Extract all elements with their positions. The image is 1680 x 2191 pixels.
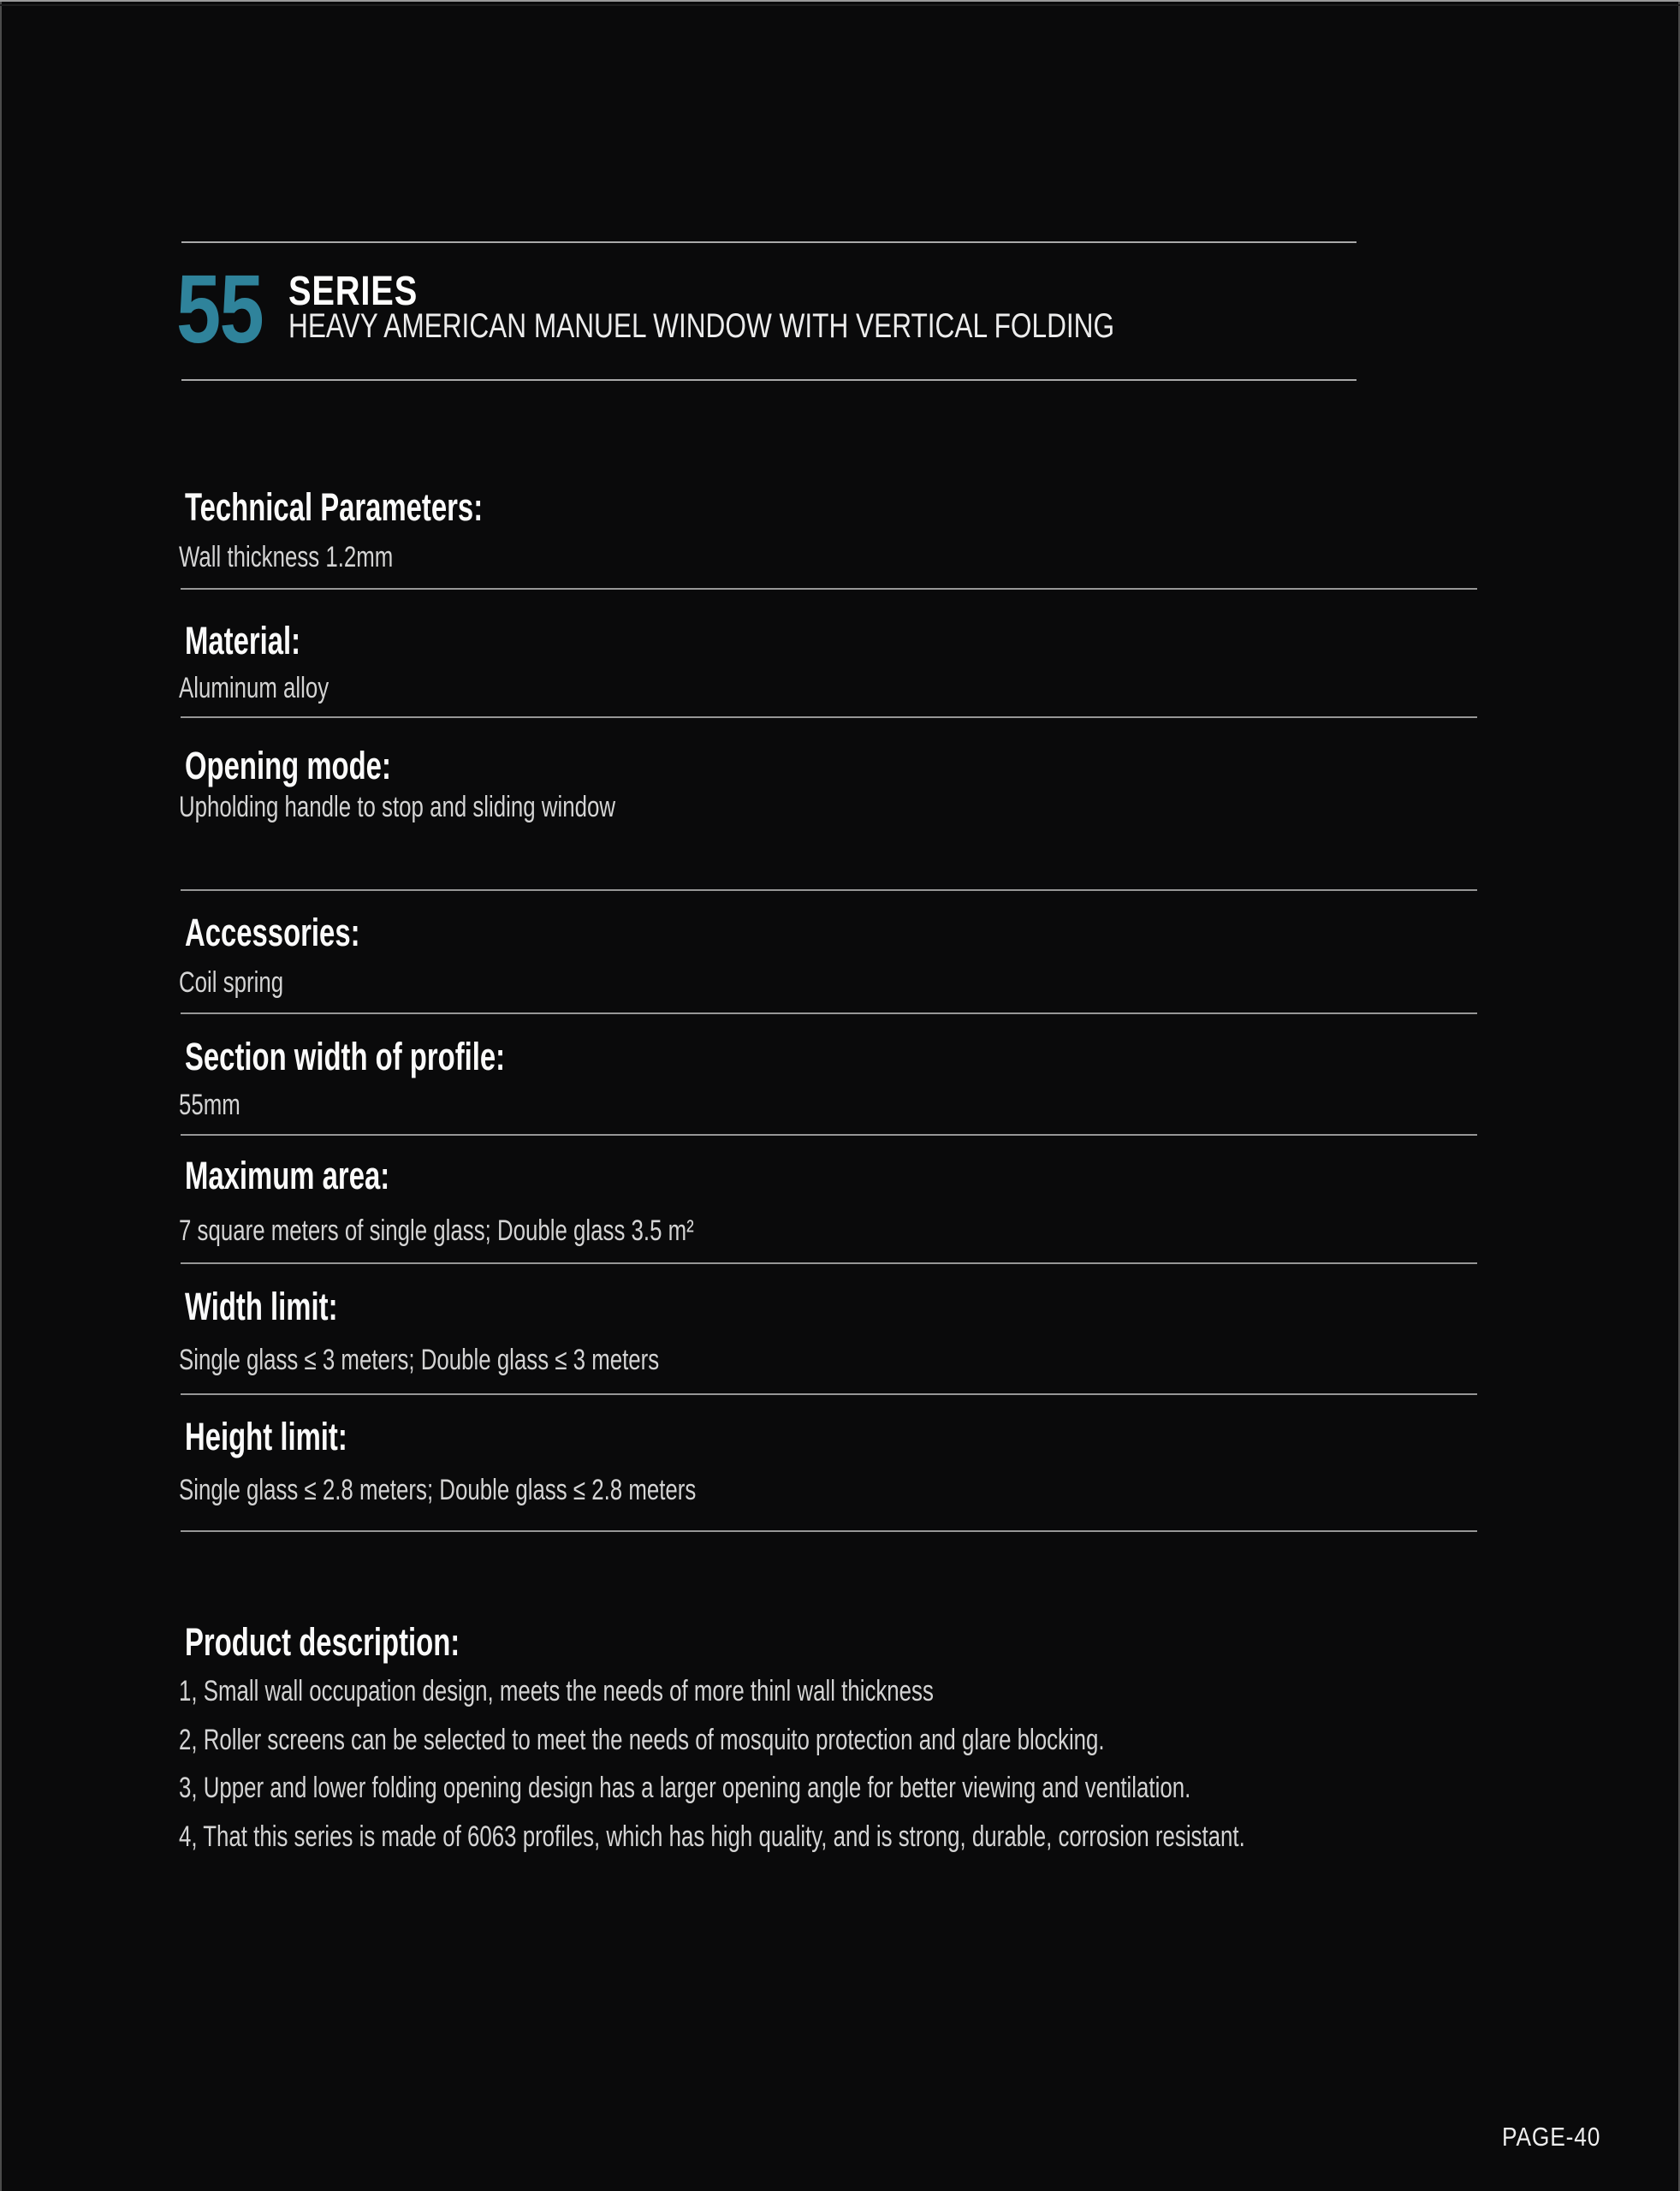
section-title: Accessories: (185, 911, 360, 954)
section-title: Technical Parameters: (185, 485, 484, 529)
section-title: Maximum area: (185, 1154, 390, 1197)
section-divider (181, 1262, 1477, 1264)
section-divider (181, 588, 1477, 590)
product-description-item: 2, Roller screens can be selected to meet the needs of mosquito protection and glare blocking. (179, 1724, 1105, 1756)
product-description-item: 1, Small wall occupation design, meets the needs of more thinl wall thickness (179, 1675, 934, 1707)
section-divider (181, 716, 1477, 718)
section-divider (181, 1012, 1477, 1014)
section-title: Width limit: (185, 1285, 338, 1328)
section-title: Height limit: (185, 1415, 347, 1458)
product-description-item: 3, Upper and lower folding opening design has a larger opening angle for better viewing and ventilation. (179, 1772, 1191, 1804)
section-body: 55mm (179, 1089, 240, 1121)
section-divider (181, 1530, 1477, 1532)
series-number: 55 (176, 255, 264, 363)
series-subtitle: HEAVY AMERICAN MANUEL WINDOW WITH VERTICAL FOLDING (288, 307, 1115, 345)
section-title: Opening mode: (185, 744, 391, 787)
section-divider (181, 1134, 1477, 1136)
section-body: Single glass ≤ 3 meters; Double glass ≤ 3 meters (179, 1344, 660, 1376)
page-number: PAGE-40 (1502, 2122, 1601, 2152)
product-description-item: 4, That this series is made of 6063 profiles, which has high quality, and is strong, durable, corrosion resistant. (179, 1820, 1245, 1853)
section-body: Coil spring (179, 966, 284, 999)
header-rule-bottom (181, 379, 1356, 381)
section-body: Wall thickness 1.2mm (179, 541, 394, 573)
header-rule-top (181, 241, 1356, 243)
section-divider (181, 1393, 1477, 1395)
series-label: SERIES (288, 269, 419, 314)
section-body: 7 square meters of single glass; Double glass 3.5 m² (179, 1214, 694, 1247)
section-title: Material: (185, 619, 301, 662)
section-body: Single glass ≤ 2.8 meters; Double glass ≤ 2.8 meters (179, 1474, 697, 1506)
section-title: Section width of profile: (185, 1035, 506, 1078)
section-body: Aluminum alloy (179, 672, 329, 704)
section-body: Upholding handle to stop and sliding window (179, 791, 615, 823)
section-divider (181, 889, 1477, 891)
product-description-title: Product description: (185, 1620, 460, 1664)
